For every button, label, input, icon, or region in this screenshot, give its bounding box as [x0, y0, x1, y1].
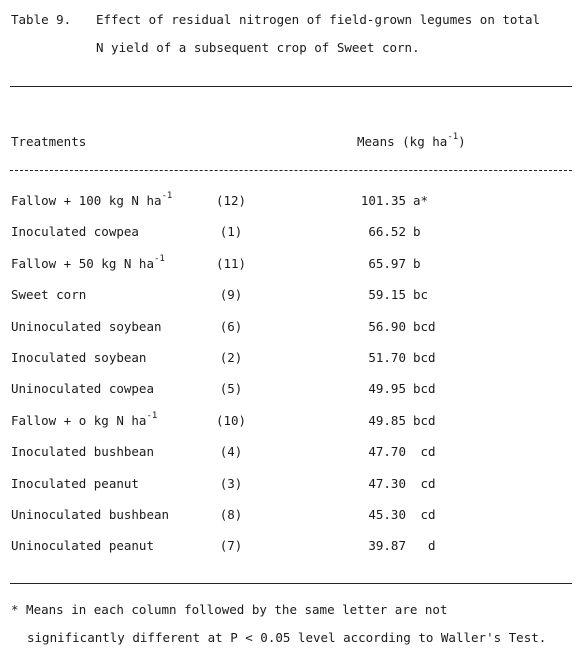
mean-value: 49.85 — [368, 413, 406, 428]
treatment-label: Sweet corn — [11, 287, 87, 302]
significance-letters: cd — [413, 444, 436, 459]
significance-letters: bcd — [413, 350, 436, 365]
header-treatments: Treatments — [11, 134, 87, 149]
significance-letters: a* — [413, 193, 429, 208]
top-rule — [10, 86, 572, 87]
header-rule — [10, 170, 572, 171]
treatment-code: (4) — [219, 444, 243, 459]
treatment-code: (1) — [219, 224, 243, 239]
table-row — [0, 193, 582, 213]
treatment-name — [11, 350, 146, 365]
treatment-code: (8) — [219, 507, 243, 522]
table-row — [0, 538, 582, 558]
treatment-label: Fallow + 50 kg N ha — [11, 256, 154, 271]
header-means-exponent: -1 — [447, 132, 459, 142]
table-row — [0, 256, 582, 276]
treatment-code: (7) — [219, 538, 243, 553]
treatment-label: Uninoculated cowpea — [11, 381, 154, 396]
treatment-code: (10) — [215, 413, 247, 428]
header-means — [357, 134, 466, 149]
significance-letters: bcd — [413, 319, 436, 334]
treatment-name — [11, 476, 139, 491]
mean-value: 49.95 — [368, 381, 406, 396]
significance-letters: cd — [413, 476, 436, 491]
treatment-code: (3) — [219, 476, 243, 491]
treatment-label: Fallow + o kg N ha — [11, 413, 147, 428]
treatment-label: Inoculated bushbean — [11, 444, 154, 459]
bottom-rule — [10, 583, 572, 584]
treatment-label: Uninoculated bushbean — [11, 507, 170, 522]
mean-value: 65.97 — [368, 256, 406, 271]
significance-letters: bcd — [413, 413, 436, 428]
significance-letters: d — [413, 538, 436, 553]
table-caption-line1: Effect of residual nitrogen of field-grown legumes on total — [96, 12, 541, 27]
unit-exponent: -1 — [146, 411, 158, 421]
treatment-code: (2) — [219, 350, 243, 365]
table-row — [0, 444, 582, 464]
table-row — [0, 287, 582, 307]
treatment-name — [11, 193, 172, 208]
treatment-name — [11, 538, 154, 553]
treatment-name — [11, 319, 162, 334]
treatment-code: (5) — [219, 381, 243, 396]
table-row — [0, 350, 582, 370]
treatment-code: (11) — [215, 256, 247, 271]
table-row — [0, 476, 582, 496]
table-row — [0, 413, 582, 433]
table-row — [0, 224, 582, 244]
treatment-code: (12) — [215, 193, 247, 208]
treatment-name — [11, 256, 165, 271]
treatment-name — [11, 224, 139, 239]
treatment-code: (6) — [219, 319, 243, 334]
header-means-suffix: ) — [458, 134, 466, 149]
treatment-label: Uninoculated peanut — [11, 538, 154, 553]
mean-value: 59.15 — [368, 287, 406, 302]
mean-value: 51.70 — [368, 350, 406, 365]
mean-value: 101.35 — [360, 193, 406, 208]
treatment-name — [11, 444, 154, 459]
header-means-prefix: Means (kg ha — [357, 134, 448, 149]
treatment-name — [11, 413, 157, 428]
footnote-line2: significantly different at P < 0.05 level according to Waller's Test. — [27, 630, 547, 645]
significance-letters: b — [413, 224, 421, 239]
significance-letters: b — [413, 256, 421, 271]
table-number: Table 9. — [11, 12, 72, 27]
treatment-name — [11, 287, 86, 302]
mean-value: 45.30 — [368, 507, 406, 522]
table-row — [0, 507, 582, 527]
treatment-label: Fallow + 100 kg N ha — [11, 193, 162, 208]
table-row — [0, 381, 582, 401]
treatment-label: Inoculated cowpea — [11, 224, 139, 239]
treatment-name — [11, 507, 169, 522]
treatment-label: Inoculated soybean — [11, 350, 147, 365]
mean-value: 47.70 — [368, 444, 406, 459]
unit-exponent: -1 — [161, 191, 173, 201]
significance-letters: cd — [413, 507, 436, 522]
mean-value: 47.30 — [368, 476, 406, 491]
treatment-label: Uninoculated soybean — [11, 319, 162, 334]
mean-value: 66.52 — [368, 224, 406, 239]
treatment-code: (9) — [219, 287, 243, 302]
treatment-label: Inoculated peanut — [11, 476, 139, 491]
mean-value: 39.87 — [368, 538, 406, 553]
significance-letters: bc — [413, 287, 429, 302]
mean-value: 56.90 — [368, 319, 406, 334]
table-caption-line2: N yield of a subsequent crop of Sweet corn. — [96, 40, 420, 55]
footnote-line1: * Means in each column followed by the same letter are not — [11, 602, 448, 617]
significance-letters: bcd — [413, 381, 436, 396]
unit-exponent: -1 — [154, 254, 165, 264]
treatment-name — [11, 381, 154, 396]
table-row — [0, 319, 582, 339]
